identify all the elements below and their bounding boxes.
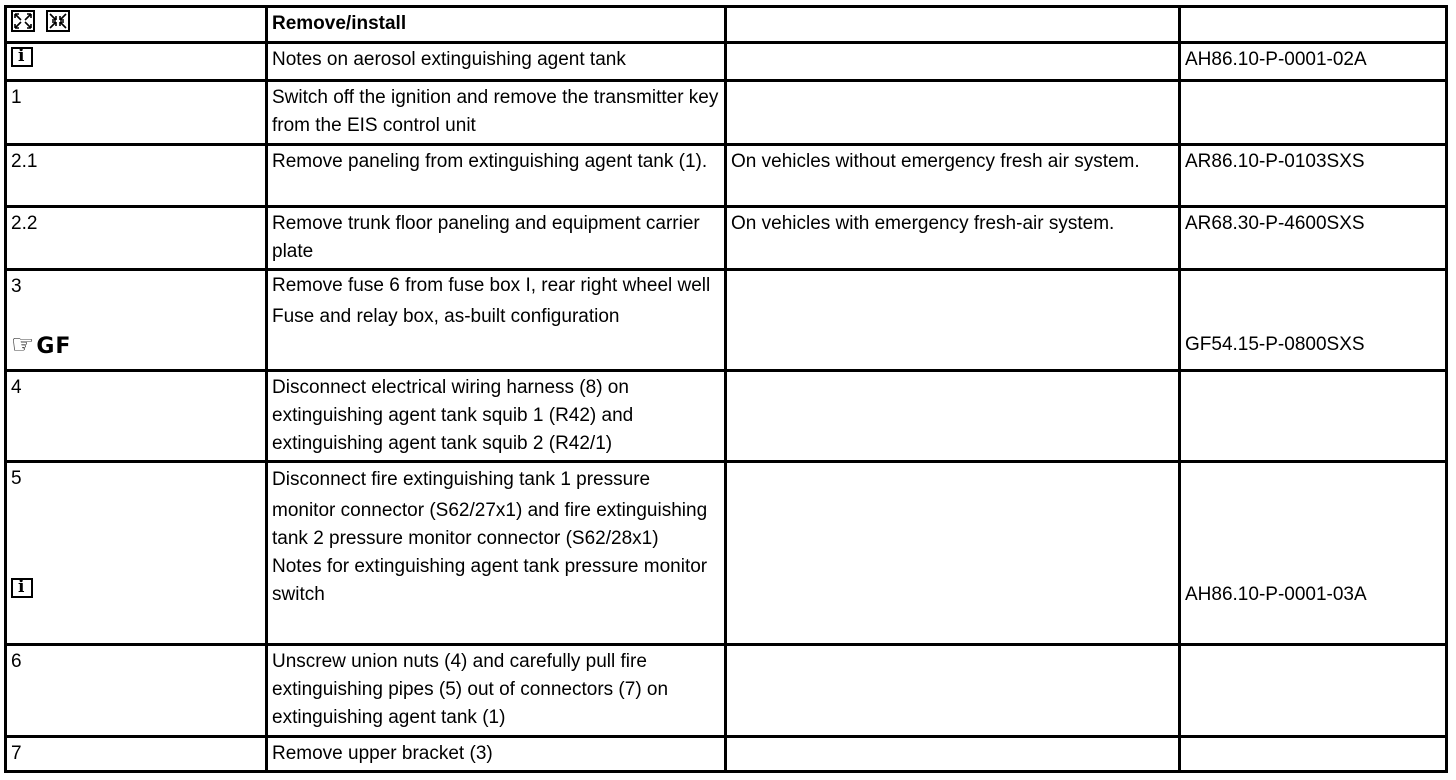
step-ref-link[interactable] <box>1180 645 1447 736</box>
step-text: Switch off the ignition and remove the transmitter key from the EIS control unit <box>267 81 726 144</box>
step-ref-link[interactable] <box>1180 370 1447 461</box>
step-text: Disconnect electrical wiring harness (8) on extinguishing agent tank squib 1 (R42) and extinguishing agent tank squib 2 (R42/1) <box>267 370 726 461</box>
header-icons-cell <box>6 7 267 43</box>
step-ref-link[interactable] <box>1180 736 1447 771</box>
header-empty-note <box>726 7 1180 43</box>
expand-icon[interactable] <box>11 10 35 32</box>
step-number: 7 <box>6 736 267 771</box>
step-text: Remove paneling from extinguishing agent tank (1). <box>267 144 726 206</box>
step-text: Remove fuse 6 from fuse box I, rear right wheel well <box>272 275 711 297</box>
step-ref-cell <box>1180 462 1447 645</box>
step-text-cell <box>267 462 726 645</box>
step-number: 5 <box>11 468 22 490</box>
step-text: Remove upper bracket (3) <box>267 736 726 771</box>
table-row <box>6 81 1447 144</box>
step-text: Notes on aerosol extinguishing agent tank <box>267 43 726 81</box>
collapse-icon[interactable] <box>46 10 70 32</box>
step-number: 3 <box>11 276 22 298</box>
step-subtext: Notes for extinguishing agent tank pressure monitor switch <box>272 556 708 606</box>
step-cell <box>6 462 267 645</box>
step-number: 2.2 <box>6 207 267 270</box>
step-text: Unscrew union nuts (4) and carefully pull fire extinguishing pipes (5) out of connectors (7) on extinguishing agent tank (1) <box>267 645 726 736</box>
header-empty-ref <box>1180 7 1447 43</box>
step-ref-link[interactable]: AH86.10-P-0001-03A <box>1185 584 1367 606</box>
table-header-row <box>6 7 1447 43</box>
step-note <box>726 81 1180 144</box>
step-number: 4 <box>6 370 267 461</box>
step-ref-cell <box>1180 270 1447 371</box>
step-note <box>726 462 1180 645</box>
step-cell <box>6 43 267 81</box>
step-note <box>726 43 1180 81</box>
pointing-hand-icon: ☞ <box>11 329 35 360</box>
info-icon[interactable]: i <box>11 47 33 67</box>
step-text-cell <box>267 270 726 371</box>
step-note <box>726 270 1180 371</box>
step-text-continued: monitor connector (S62/27x1) and fire extinguishing tank 2 pressure monitor connector (S62/28x1) <box>272 500 708 550</box>
gf-reference-marker[interactable] <box>11 329 261 363</box>
step-ref-link[interactable] <box>1180 81 1447 144</box>
step-ref-link[interactable]: AH86.10-P-0001-02A <box>1180 43 1447 81</box>
step-ref-link[interactable]: AR86.10-P-0103SXS <box>1180 144 1447 206</box>
step-note <box>726 370 1180 461</box>
procedure-table <box>4 5 1448 773</box>
table-row <box>6 270 1447 371</box>
step-number: 1 <box>6 81 267 144</box>
step-cell <box>6 270 267 371</box>
step-text: Remove trunk floor paneling and equipment carrier plate <box>267 207 726 270</box>
header-title: Remove/install <box>267 7 726 43</box>
table-row <box>6 462 1447 645</box>
table-row <box>6 645 1447 736</box>
step-number: 6 <box>6 645 267 736</box>
gf-label: GF <box>36 334 72 360</box>
table-row <box>6 370 1447 461</box>
table-row <box>6 43 1447 81</box>
step-ref-link[interactable]: AR68.30-P-4600SXS <box>1180 207 1447 270</box>
step-number: 2.1 <box>6 144 267 206</box>
step-subtext: Fuse and relay box, as-built configuration <box>272 306 620 328</box>
info-icon[interactable]: i <box>11 578 33 598</box>
step-note <box>726 645 1180 736</box>
step-ref-link[interactable]: GF54.15-P-0800SXS <box>1185 334 1365 356</box>
table-row <box>6 144 1447 206</box>
step-note: On vehicles without emergency fresh air system. <box>726 144 1180 206</box>
step-note <box>726 736 1180 771</box>
step-text: Disconnect fire extinguishing tank 1 pressure <box>272 469 651 491</box>
table-row <box>6 736 1447 771</box>
table-row <box>6 207 1447 270</box>
step-note: On vehicles with emergency fresh-air system. <box>726 207 1180 270</box>
